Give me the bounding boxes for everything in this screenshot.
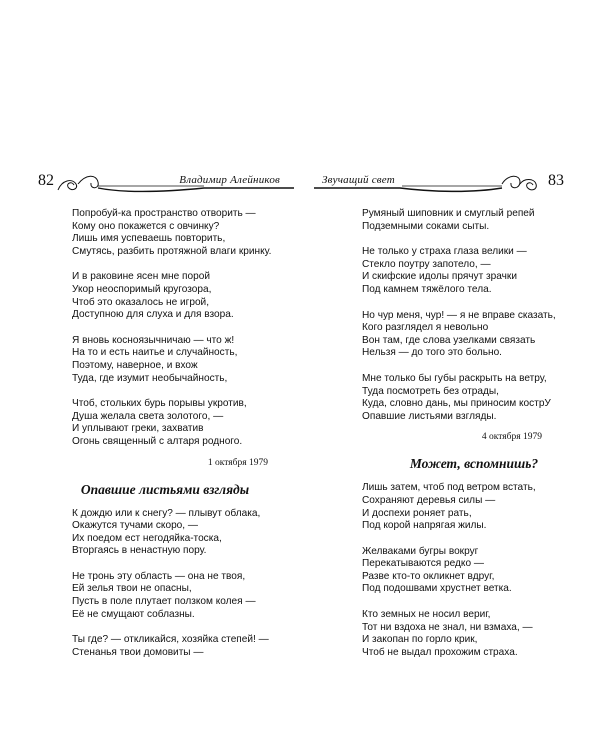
verse-line: Кого разглядел я невольно: [362, 322, 489, 334]
stanza: [72, 208, 288, 258]
verse-line: Чтоб это оказалось не игрой,: [72, 296, 209, 308]
verse-line: Под камнем тяжёлого тела.: [362, 283, 492, 295]
verse-line: Желваками бугры вокруг: [362, 545, 479, 557]
right-page-header: [318, 170, 564, 194]
verse-line: Подземными соками сыты.: [362, 220, 490, 232]
right-page-body: [362, 208, 564, 672]
stanza: [362, 310, 564, 360]
verse-line: Куда, словно дань, мы приносим кострУ: [362, 398, 551, 410]
verse-line: И в раковине ясен мне порой: [72, 271, 210, 283]
verse-line: Смутясь, разбить протяжной влаги кринку.: [72, 245, 272, 257]
left-page: [38, 170, 288, 658]
verse-line: Стекло поутру запотело, —: [362, 258, 491, 270]
verse-line: И скифские идолы прячут зрачки: [362, 271, 517, 283]
page-number-right: 83: [548, 172, 564, 189]
verse-line: Кто земных не носил вериг,: [362, 609, 491, 621]
verse-line: Её не смущают соблазны.: [72, 608, 195, 620]
verse-line: Не тронь эту область — она не твоя,: [72, 570, 246, 582]
verse-line: Сохраняют деревья силы —: [362, 494, 496, 506]
verse-line: Их поедом ест негодяйка-тоска,: [72, 532, 222, 544]
verse-line: Попробуй-ка пространство отворить —: [72, 208, 256, 219]
poem-title: Может, вспомнишь?: [409, 456, 539, 472]
verse-line: Окажутся тучами скоро, —: [72, 520, 198, 532]
verse-line: Я вновь косноязычничаю — что ж!: [72, 334, 235, 346]
stanza: [72, 634, 288, 659]
verse-line: Вторгаясь в ненастную пору.: [72, 545, 207, 557]
stanza: [362, 546, 564, 596]
verse-line: Чтоб не выдал прохожим страха.: [362, 646, 518, 658]
stanza: [72, 508, 288, 558]
stanza: [362, 609, 564, 659]
verse-line: Чтоб, стольких бурь порывы укротив,: [72, 398, 247, 410]
stanza: [362, 373, 564, 423]
verse-line: Укор неоспоримый кругозора,: [72, 283, 212, 295]
stanza: [72, 571, 288, 621]
verse-line: Ей зелья твои не опасны,: [72, 583, 192, 595]
verse-line: Нельзя — до того это больно.: [362, 347, 502, 359]
left-page-header: [38, 170, 288, 194]
verse-line: Румяный шиповник и смуглый репей: [362, 208, 535, 219]
verse-line: Разве кто-то окликнет вдруг,: [362, 570, 495, 582]
verse-line: Туда посмотреть без отрады,: [362, 385, 499, 397]
stanza: [72, 271, 288, 321]
stanza: [72, 335, 288, 385]
stanza: [72, 398, 288, 448]
verse-line: И закопан по горло крик,: [362, 634, 478, 646]
verse-line: Но чур меня, чур! — я не вправе сказать,: [362, 309, 556, 321]
poem-date: 4 октября 1979: [481, 432, 542, 443]
poem-date: 1 октября 1979: [207, 457, 268, 468]
verse-line: Опавшие листьями взгляды.: [362, 410, 497, 422]
verse-line: Перекатываются редко —: [362, 558, 484, 570]
verse-line: К дождю или к снегу? — плывут облака,: [72, 507, 261, 519]
verse-line: Туда, где изумит необычайность,: [72, 372, 228, 384]
verse-line: Под подошвами хрустнет ветка.: [362, 583, 512, 595]
verse-line: Доступною для слуха и для взора.: [72, 309, 234, 321]
verse-line: Лишь имя успеваешь повторить,: [72, 233, 226, 245]
verse-line: Пусть в поле плутает ползком колея —: [72, 596, 256, 608]
stanza: [362, 482, 564, 532]
verse-line: Кому оно покажется с овчинку?: [72, 220, 220, 232]
verse-line: Не только у страха глаза велики —: [362, 246, 527, 258]
verse-line: Поэтому, наверное, и вхож: [72, 359, 198, 371]
poem-title: Опавшие листьями взгляды: [80, 481, 250, 497]
stanza: [362, 208, 564, 233]
verse-line: И уплывают греки, захватив: [72, 423, 204, 435]
verse-line: И доспехи роняет рать,: [362, 507, 472, 519]
page-number-left: 82: [38, 172, 54, 189]
verse-line: Стенанья твои домовиты —: [72, 646, 204, 658]
verse-line: На то и есть наитье и случайность,: [72, 347, 238, 359]
running-head-left: Владимир Алейников: [179, 174, 280, 186]
left-page-body: [72, 208, 288, 672]
verse-line: Ты где? — откликайся, хозяйка степей! —: [72, 634, 269, 646]
verse-line: Мне только бы губы раскрыть на ветру,: [362, 372, 547, 384]
verse-line: Под корой напрягая жилы.: [362, 520, 487, 532]
verse-line: Вон там, где слова узелками связать: [362, 334, 536, 346]
verse-line: Лишь затем, чтоб под ветром встать,: [362, 482, 536, 494]
running-head-right: Звучащий свет: [322, 174, 395, 186]
verse-line: Тот ни вздоха не знал, ни взмаха, —: [362, 621, 533, 633]
verse-line: Душа желала света золотого, —: [72, 410, 224, 422]
stanza: [362, 246, 564, 296]
verse-line: Огонь священный с алтаря родного.: [72, 435, 243, 447]
right-page: [318, 170, 564, 658]
